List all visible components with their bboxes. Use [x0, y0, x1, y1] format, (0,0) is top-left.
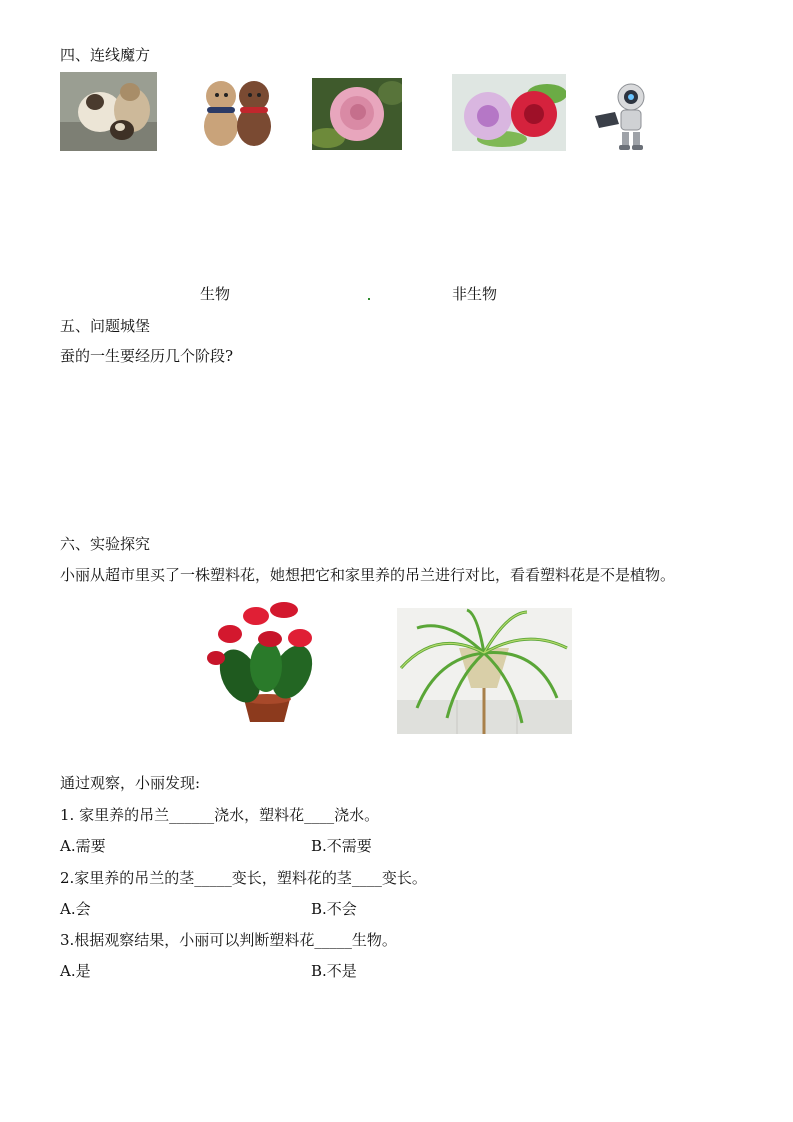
label-living: 生物 [200, 285, 231, 303]
section6-title: 六、实验探究 [60, 535, 151, 553]
q1-option-b: B.不需要 [311, 837, 372, 855]
q2-option-a: A.会 [60, 900, 91, 918]
label-nonliving: 非生物 [452, 285, 498, 303]
paper-roses-image [452, 74, 566, 151]
q3-option-b: B.不是 [311, 962, 357, 980]
toy-poodles-image [199, 74, 277, 149]
q2-option-b: B.不会 [311, 900, 357, 918]
q1-option-a: A.需要 [60, 837, 106, 855]
pink-rose-image [312, 78, 402, 150]
observe-line: 通过观察，小丽发现: [60, 774, 201, 792]
question-3: 3.根据观察结果，小丽可以判断塑料花_____生物。 [60, 931, 397, 949]
section5-question: 蚕的一生要经历几个阶段? [60, 347, 234, 365]
q3-option-a: A.是 [60, 962, 91, 980]
pekingese-dogs-image [60, 72, 157, 151]
spider-plant-image [397, 608, 572, 734]
stray-dot [368, 298, 370, 300]
section6-intro: 小丽从超市里买了一株塑料花，她想把它和家里养的吊兰进行对比，看看塑料花是不是植物。 [60, 566, 676, 584]
section5-title: 五、问题城堡 [60, 317, 151, 335]
question-1: 1. 家里养的吊兰______浇水，塑料花____浇水。 [60, 806, 380, 824]
question-2: 2.家里养的吊兰的茎_____变长，塑料花的茎____变长。 [60, 869, 427, 887]
section4-title: 四、连线魔方 [60, 46, 151, 64]
anthurium-plant-image [200, 594, 328, 728]
robot-image [591, 82, 649, 152]
